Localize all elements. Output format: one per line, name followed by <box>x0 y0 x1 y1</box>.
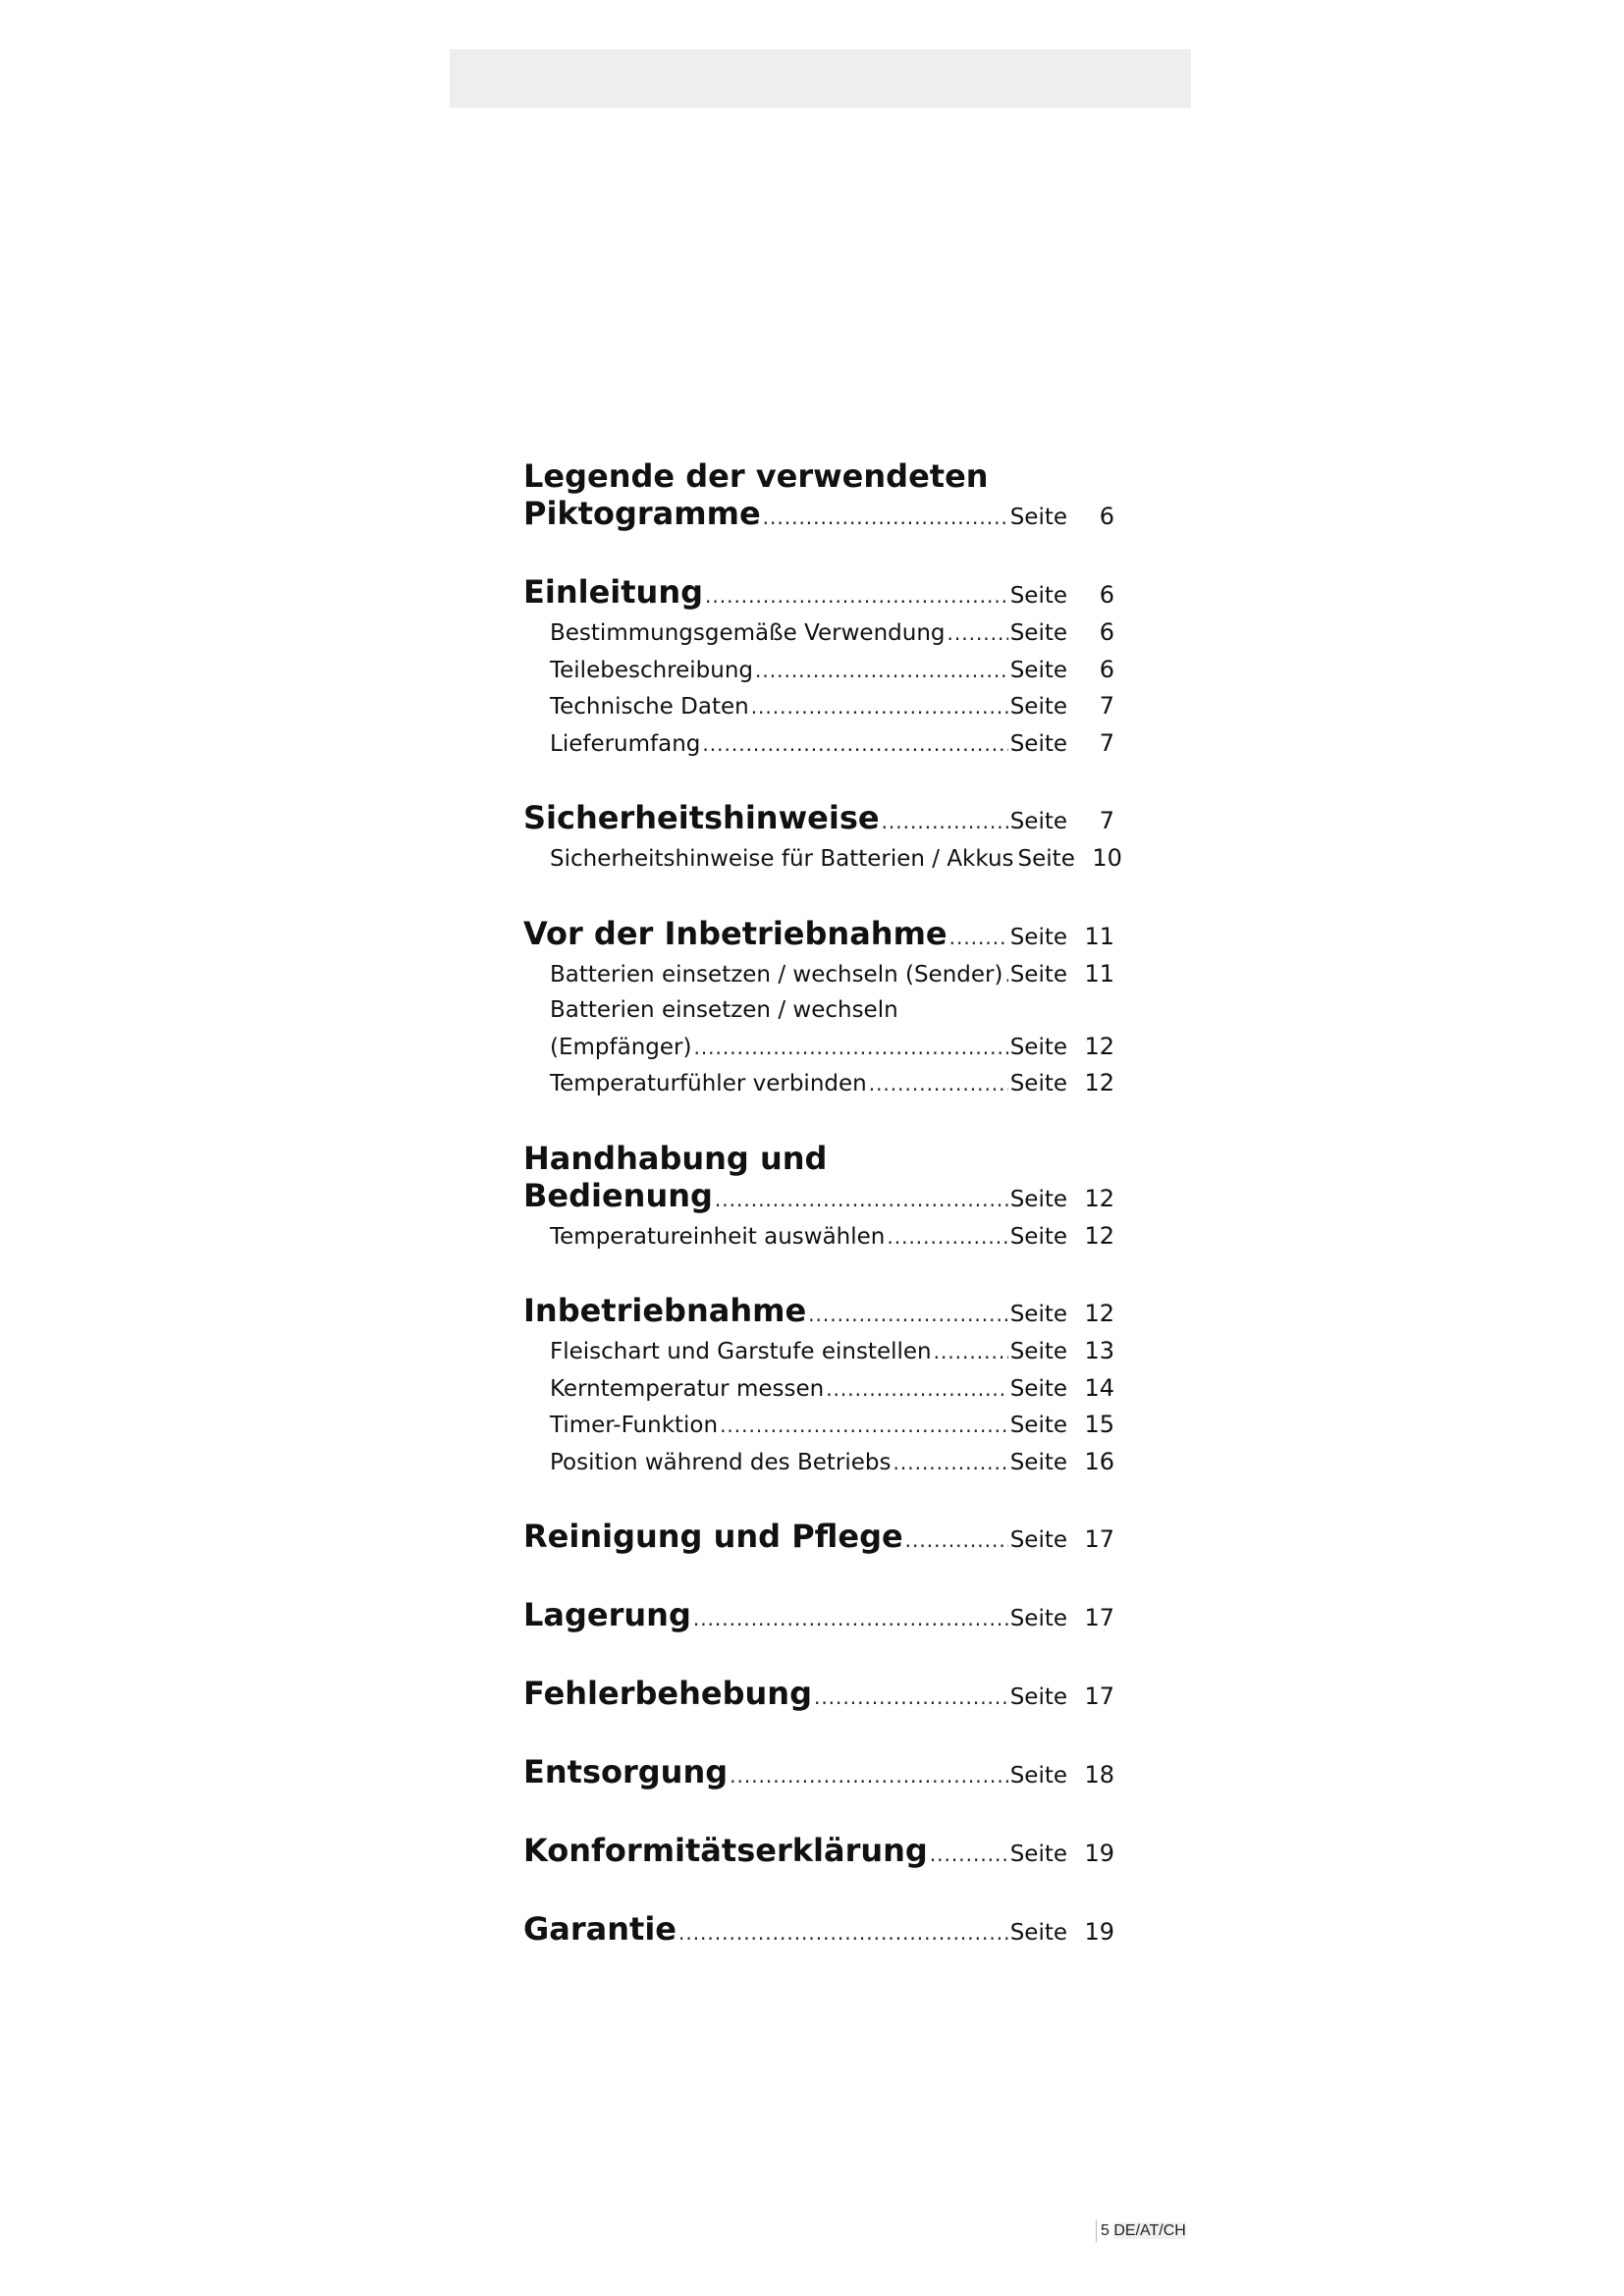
page-ref: 12 <box>1084 1032 1114 1060</box>
page-ref: 19 <box>1084 1918 1114 1946</box>
toc-subentry[interactable] <box>523 1444 1114 1481</box>
page-word: Seite <box>1009 694 1067 720</box>
dot-leader <box>705 577 1008 614</box>
dot-leader <box>678 1914 1008 1951</box>
language-code: DE/AT/CH <box>1113 2222 1186 2240</box>
page-ref: 13 <box>1084 1337 1114 1364</box>
toc-subentry[interactable] <box>523 688 1114 725</box>
page-ref: 7 <box>1099 728 1114 757</box>
page-ref: 16 <box>1084 1447 1114 1475</box>
toc-subentry[interactable] <box>523 1218 1114 1255</box>
dot-leader <box>755 653 1008 689</box>
page-ref: 6 <box>1099 655 1114 683</box>
toc-section <box>523 1140 1114 1255</box>
toc-subentry-label: Technische Daten <box>550 694 749 720</box>
toc-section <box>523 1292 1114 1480</box>
toc-entry[interactable] <box>523 1518 1114 1559</box>
toc-heading-line: Handhabung und <box>523 1139 828 1177</box>
dot-leader <box>693 1600 1008 1637</box>
toc-section <box>523 1518 1114 1559</box>
toc-entry[interactable] <box>523 495 1114 536</box>
toc-heading: Piktogramme <box>523 495 761 532</box>
page-word: Seite <box>1009 1413 1067 1438</box>
dot-leader <box>720 1408 1008 1444</box>
page-word: Seite <box>1009 1034 1067 1060</box>
page-word: Seite <box>1009 1763 1067 1789</box>
page-word: Seite <box>1009 657 1067 683</box>
toc-heading: Fehlerbehebung <box>523 1675 812 1712</box>
page-word: Seite <box>1009 1223 1067 1250</box>
toc-subentry-label: Position während des Betriebs <box>550 1449 892 1475</box>
page-word: Seite <box>1009 1449 1067 1475</box>
dot-leader <box>814 1679 1008 1716</box>
page-ref: 17 <box>1084 1604 1114 1631</box>
page-ref: 12 <box>1084 1069 1114 1096</box>
page-ref: 12 <box>1084 1300 1114 1327</box>
page-word: Seite <box>1009 505 1067 530</box>
toc-heading: Sicherheitshinweise <box>523 799 880 836</box>
toc-entry[interactable] <box>523 1596 1114 1637</box>
page-word: Seite <box>1009 1842 1067 1867</box>
toc-subentry[interactable] <box>523 1065 1114 1102</box>
page-ref: 7 <box>1099 807 1114 834</box>
page-word: Seite <box>1009 1071 1067 1096</box>
page-ref: 14 <box>1084 1373 1114 1402</box>
toc-entry[interactable] <box>523 1292 1114 1333</box>
toc-entry[interactable] <box>523 573 1114 614</box>
dot-leader <box>763 499 1008 536</box>
toc-section <box>523 1832 1114 1873</box>
dot-leader <box>751 689 1008 725</box>
page-number: 5 <box>1101 2222 1110 2240</box>
toc-entry[interactable] <box>523 915 1114 956</box>
page-ref: 6 <box>1099 581 1114 609</box>
page-word: Seite <box>1009 961 1067 988</box>
toc-heading: Reinigung und Pflege <box>523 1518 903 1555</box>
page-ref: 11 <box>1084 959 1114 988</box>
toc-subentry[interactable] <box>523 652 1114 689</box>
page-word: Seite <box>1009 1920 1067 1946</box>
dot-leader <box>1004 957 1007 993</box>
dot-leader <box>930 1836 1008 1873</box>
toc-subentry-label: Sicherheitshinweise für Batterien / Akkus <box>550 846 1014 872</box>
toc-subentry-label: Temperaturfühler verbinden <box>550 1071 867 1096</box>
dot-leader <box>934 1334 1008 1370</box>
page-ref: 12 <box>1084 1184 1114 1212</box>
page-word: Seite <box>1009 1339 1067 1364</box>
toc-subentry[interactable] <box>523 1029 1114 1066</box>
page-ref: 17 <box>1084 1525 1114 1553</box>
toc-subentry-label: Kerntemperatur messen <box>550 1375 825 1402</box>
page-ref: 12 <box>1084 1221 1114 1250</box>
toc-section <box>523 1753 1114 1794</box>
toc-subentry-label: Batterien einsetzen / wechseln (Sender) <box>550 961 1003 988</box>
page-footer <box>1096 2220 1186 2242</box>
toc-section <box>523 915 1114 1102</box>
dot-leader <box>808 1296 1008 1333</box>
toc-subentry-label: Bestimmungsgemäße Verwendung <box>550 620 946 646</box>
toc-entry[interactable] <box>523 1177 1114 1218</box>
toc-subentry[interactable] <box>523 956 1114 993</box>
toc-section <box>523 457 1114 536</box>
toc-heading: Entsorgung <box>523 1753 729 1790</box>
dot-leader <box>887 1219 1007 1255</box>
toc-heading: Inbetriebnahme <box>523 1292 807 1329</box>
toc-subentry[interactable] <box>523 1370 1114 1408</box>
page-word: Seite <box>1009 1375 1067 1402</box>
page-word: Seite <box>1009 1606 1067 1631</box>
dot-leader <box>826 1371 1007 1408</box>
toc-heading: Einleitung <box>523 573 704 611</box>
toc-subentry-label: Timer-Funktion <box>550 1413 719 1438</box>
toc-section <box>523 1910 1114 1951</box>
toc-heading: Konformitätserklärung <box>523 1832 928 1869</box>
toc-subentry-line: Batterien einsetzen / wechseln <box>550 997 898 1023</box>
toc-subentry[interactable] <box>523 1407 1114 1444</box>
page-word: Seite <box>1009 809 1067 834</box>
page-word: Seite <box>1009 583 1067 609</box>
page-ref: 6 <box>1099 618 1114 646</box>
page-word: Seite <box>1009 1302 1067 1327</box>
toc-heading: Bedienung <box>523 1176 713 1214</box>
dot-leader <box>730 1757 1008 1794</box>
toc-entry[interactable] <box>523 799 1114 840</box>
dot-leader <box>905 1522 1008 1559</box>
page-ref: 7 <box>1099 692 1114 720</box>
toc-subentry-label: Temperatureinheit auswählen <box>550 1223 886 1250</box>
toc-entry[interactable] <box>523 1832 1114 1873</box>
page-ref: 6 <box>1099 503 1114 530</box>
toc-subentry-label: Lieferumfang <box>550 730 701 757</box>
toc-heading: Garantie <box>523 1910 677 1948</box>
toc-entry[interactable] <box>523 1753 1114 1794</box>
toc-subentry[interactable] <box>523 1333 1114 1370</box>
dot-leader <box>693 1030 1007 1066</box>
toc-subentry[interactable] <box>523 614 1114 652</box>
toc-section <box>523 1675 1114 1716</box>
toc-subentry[interactable] <box>523 840 1122 878</box>
footer-divider <box>1096 2220 1097 2242</box>
page-word: Seite <box>1009 1684 1067 1710</box>
dot-leader <box>702 726 1007 763</box>
toc-subentry-label: Teilebeschreibung <box>550 657 754 683</box>
toc-entry[interactable] <box>523 1675 1114 1716</box>
page-ref: 15 <box>1084 1411 1114 1438</box>
toc-entry[interactable] <box>523 1910 1114 1951</box>
page-word: Seite <box>1009 924 1067 950</box>
page-word: Seite <box>1009 1527 1067 1553</box>
table-of-contents <box>523 457 1122 1989</box>
toc-section <box>523 573 1114 762</box>
dot-leader <box>715 1181 1008 1218</box>
toc-heading: Lagerung <box>523 1596 691 1633</box>
page-word: Seite <box>1009 730 1067 757</box>
toc-heading-line: Legende der verwendeten <box>523 457 989 495</box>
toc-heading: Vor der Inbetriebnahme <box>523 914 947 952</box>
page-ref: 10 <box>1092 844 1122 872</box>
header-band <box>450 49 1191 108</box>
page-word: Seite <box>1009 620 1067 646</box>
page-ref: 18 <box>1084 1761 1114 1789</box>
page-ref: 11 <box>1084 922 1114 950</box>
dot-leader <box>869 1066 1008 1102</box>
toc-subentry[interactable] <box>523 725 1114 763</box>
toc-subentry-label: (Empfänger) <box>550 1034 692 1060</box>
dot-leader <box>882 803 1008 840</box>
page-ref: 17 <box>1084 1682 1114 1710</box>
toc-subentry-label: Fleischart und Garstufe einstellen <box>550 1339 932 1364</box>
toc-section <box>523 1596 1114 1637</box>
page-word: Seite <box>1009 1186 1067 1212</box>
dot-leader <box>949 919 1008 956</box>
page-word: Seite <box>1017 846 1075 872</box>
dot-leader <box>893 1445 1008 1481</box>
page-ref: 19 <box>1084 1840 1114 1867</box>
toc-section <box>523 799 1122 878</box>
dot-leader <box>947 615 1008 652</box>
